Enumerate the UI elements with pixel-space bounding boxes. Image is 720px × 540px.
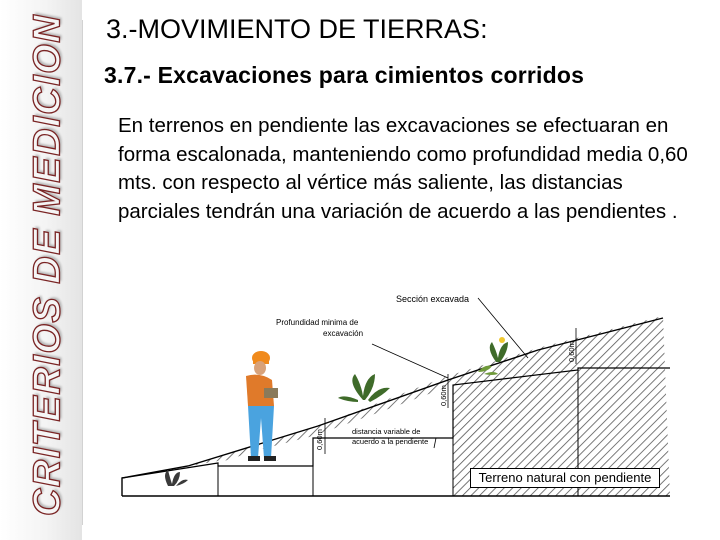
dim-label: 0,60m	[439, 385, 448, 406]
label-variable-line1: distancia variable de	[352, 427, 421, 436]
plant-icon	[338, 374, 390, 402]
label-variable-line2: acuerdo a la pendiente	[352, 437, 429, 446]
sidebar-divider	[82, 20, 83, 525]
label-section: Sección excavada	[396, 294, 470, 304]
heading-title: 3.-MOVIMIENTO DE TIERRAS	[106, 14, 481, 44]
label-depth-line2: excavación	[323, 329, 364, 338]
slide-heading	[104, 14, 488, 45]
dim-label: 0,60m	[315, 429, 324, 450]
label-depth-line1: Profundidad minima de	[276, 318, 359, 327]
figure-caption: Terreno natural con pendiente	[470, 468, 660, 488]
vertical-title-text: CRITERIOS DE MEDICION	[26, 13, 69, 517]
body-paragraph: En terrenos en pendiente las excavaciones se efectuaran en forma escalonada, manteniendo como profundidad media 0,60 mts. con respecto al vértice más saliente, las distancias parciales tendrán una variación de acuerdo a las pendientes .	[118, 114, 688, 223]
dim-label: 0,60m	[567, 341, 576, 362]
slide-subheading: 3.7.- Excavaciones para cimientos corridos	[104, 62, 585, 88]
heading-colon: :	[480, 14, 488, 44]
